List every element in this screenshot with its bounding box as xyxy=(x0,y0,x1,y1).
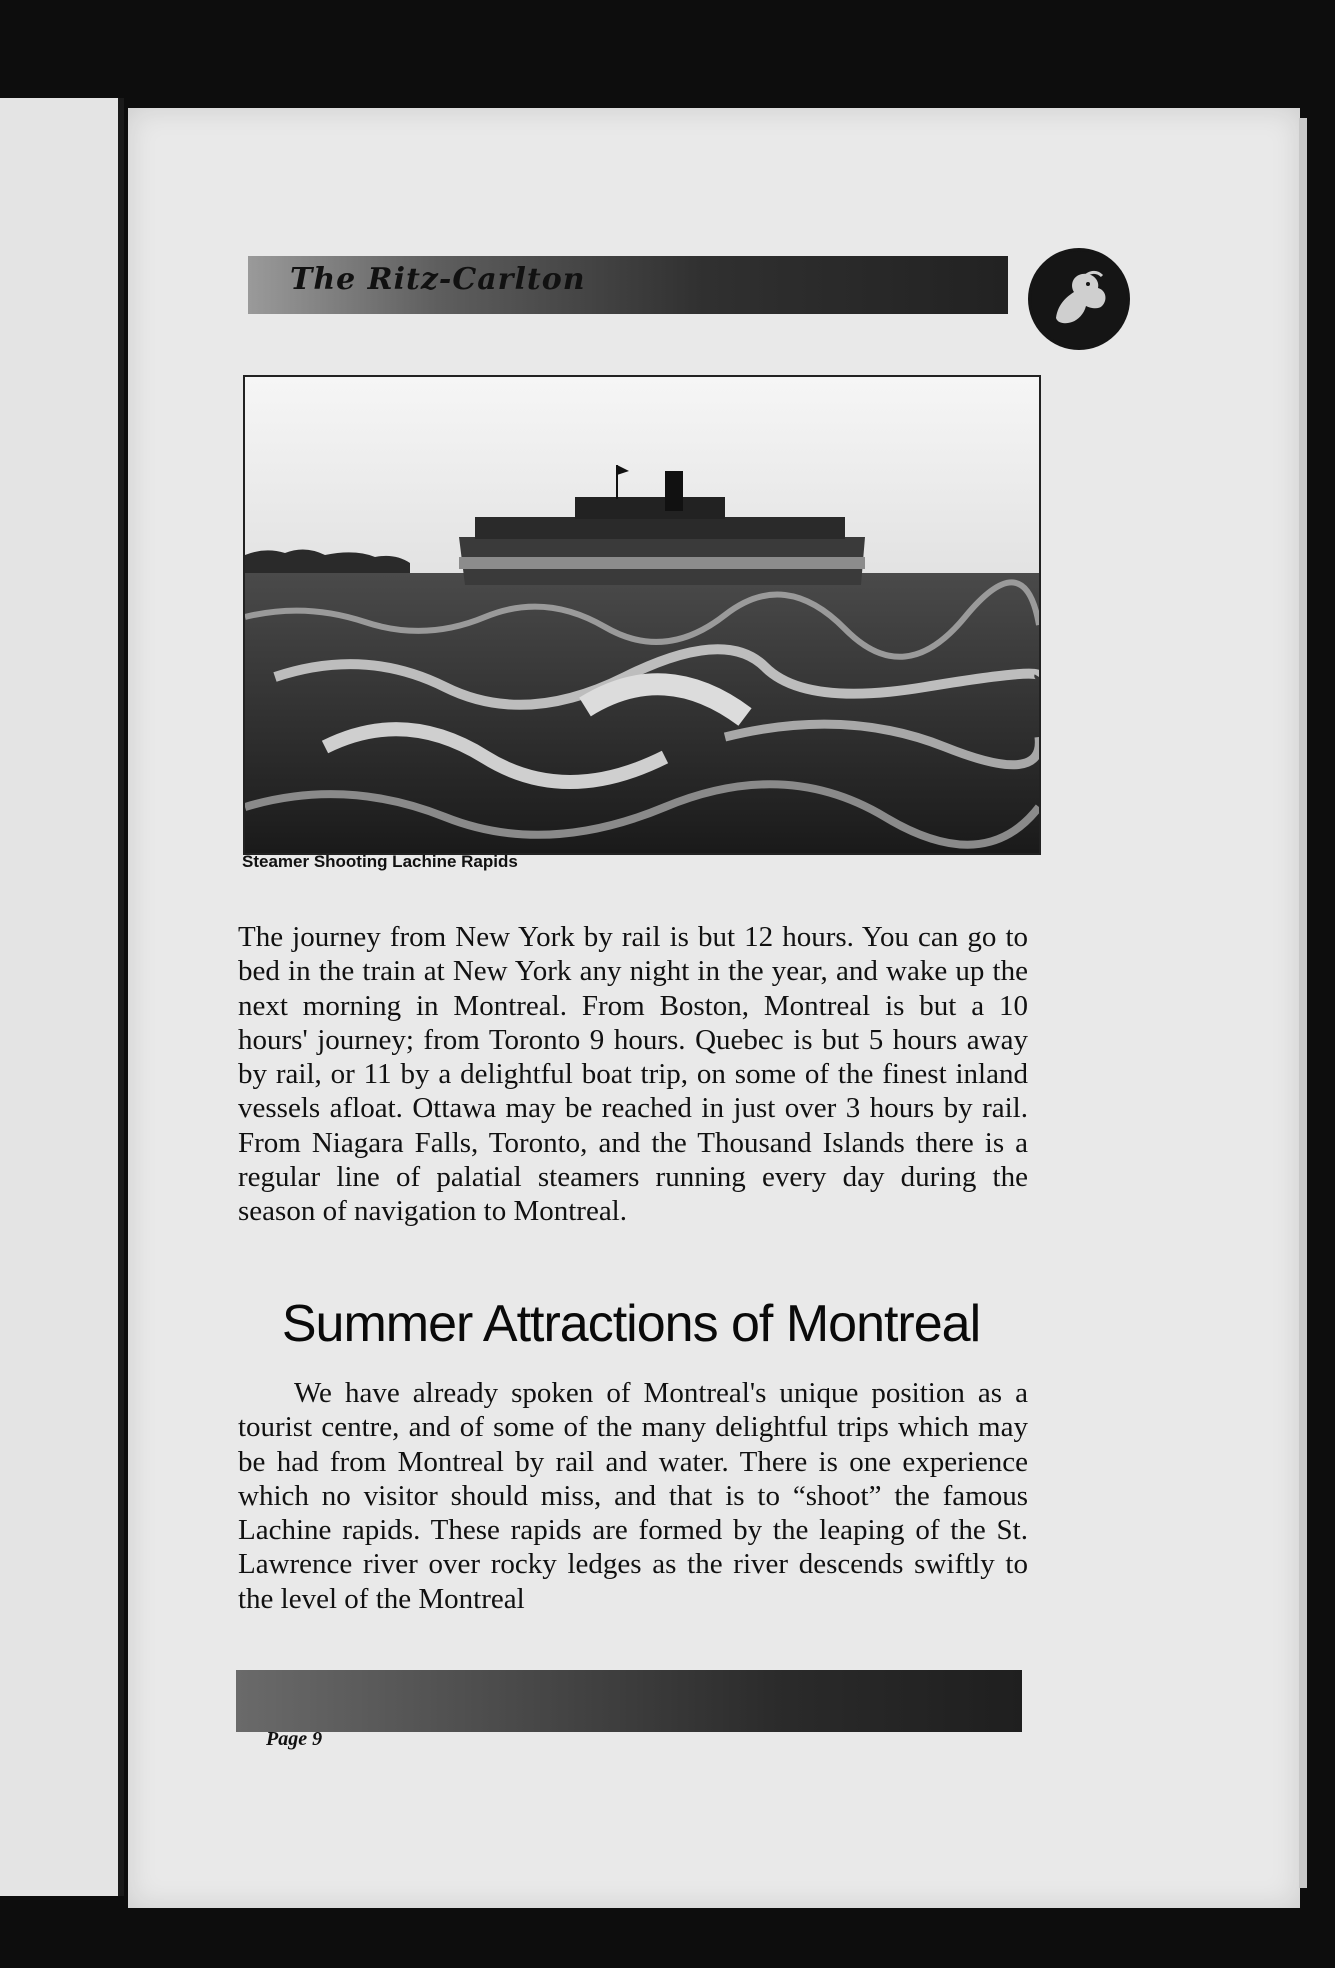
paragraph-summer-attractions: We have already spoken of Montreal's unique position as a tourist centre, and of some of the many delightful trips which may be had from Montreal by rail and water. There is one experience which no visitor should miss, and that is to “shoot” the famous Lachine rapids. These rapids are formed by the leaping of the St. Lawrence river over rocky ledges as the river descends swiftly to the level of the Montreal xyxy=(238,1377,1028,1615)
paragraph-travel-times: The journey from New York by rail is but 12 hours. You can go to bed in the train at New York any night in the year, and wake up the next morning in Montreal. From Boston, Montreal is but a 10 hours' journey; from Toronto 9 hours. Quebec is but 5 hours away by rail, or 11 by a delightful boat trip, on some of the finest inland vessels afloat. Ottawa may be reached in just over 3 hours by rail. From Niagara Falls, Toronto, and the Thousand Islands there is a regular line of palatial steamers running every day during the season of navigation to Montreal. xyxy=(238,921,1028,1228)
steamer-photo xyxy=(243,375,1041,855)
lion-crest-icon xyxy=(1028,248,1130,350)
facing-page xyxy=(0,98,124,1896)
page-edge xyxy=(1299,118,1307,1888)
footer-banner xyxy=(236,1670,1022,1732)
section-heading: Summer Attractions of Montreal xyxy=(281,1295,981,1353)
photo-caption: Steamer Shooting Lachine Rapids xyxy=(242,852,518,871)
header-title: The Ritz-Carlton xyxy=(290,262,586,297)
page-number: Page 9 xyxy=(266,1728,323,1750)
